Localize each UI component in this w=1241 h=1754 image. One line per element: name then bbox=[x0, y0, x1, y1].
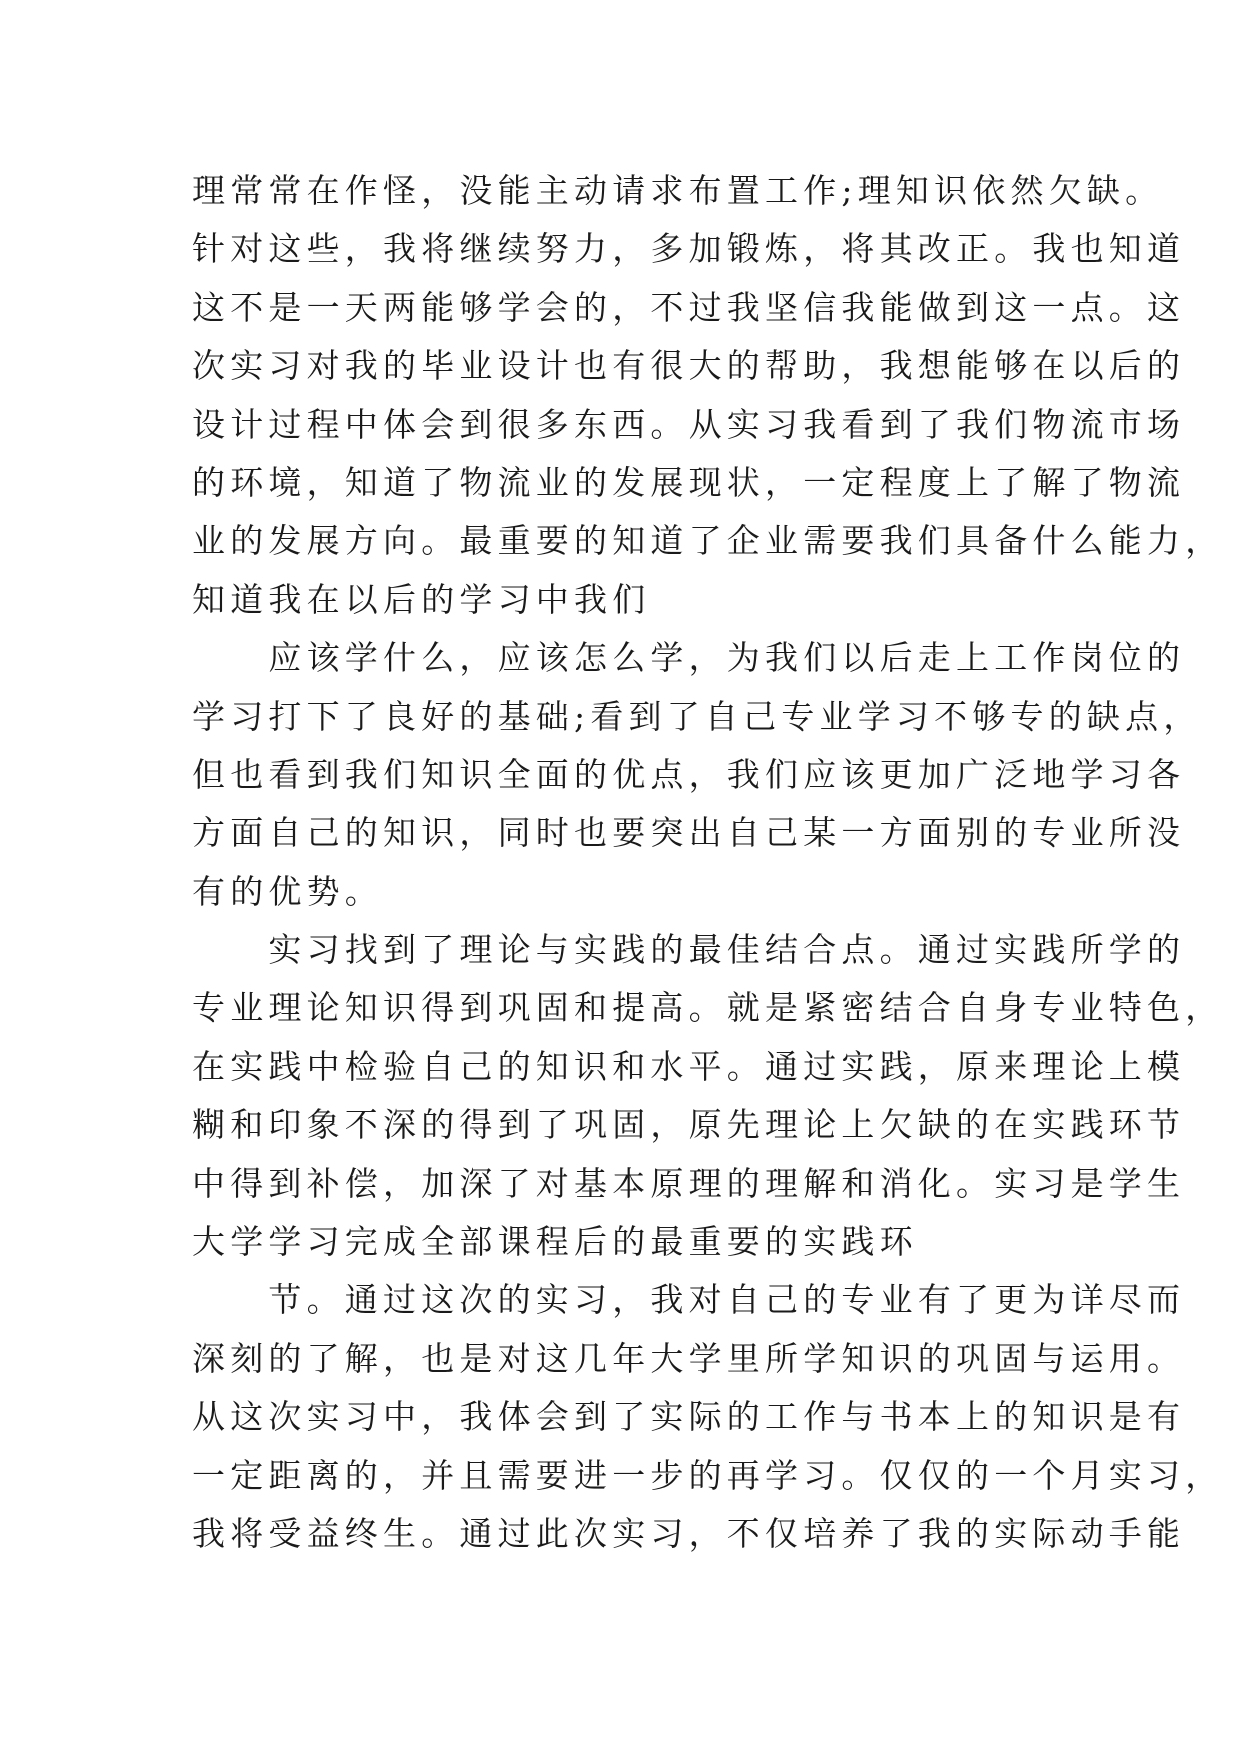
text-line: 从这次实习中，我体会到了实际的工作与书本上的知识是有 bbox=[192, 1397, 1186, 1437]
text-line: 应该学什么，应该怎么学，为我们以后走上工作岗位的 bbox=[192, 638, 1186, 678]
body-text bbox=[192, 162, 1224, 1563]
text-line: 的环境，知道了物流业的发展现状，一定程度上了解了物流 bbox=[192, 462, 1186, 502]
text-line: 一定距离的，并且需要进一步的再学习。仅仅的一个月实习， bbox=[192, 1455, 1224, 1495]
text-line: 专业理论知识得到巩固和提高。就是紧密结合自身专业特色， bbox=[192, 988, 1224, 1028]
text-line: 实习找到了理论与实践的最佳结合点。通过实践所学的 bbox=[192, 930, 1186, 970]
text-line: 有的优势。 bbox=[192, 871, 383, 911]
text-line: 理常常在作怪，没能主动请求布置工作;理知识依然欠缺。 bbox=[192, 171, 1164, 210]
text-line: 但也看到我们知识全面的优点，我们应该更加广泛地学习各 bbox=[192, 754, 1186, 794]
text-line: 设计过程中体会到很多东西。从实习我看到了我们物流市场 bbox=[192, 404, 1186, 444]
text-line: 针对这些，我将继续努力，多加锻炼，将其改正。我也知道 bbox=[192, 229, 1186, 269]
text-line: 方面自己的知识，同时也要突出自己某一方面别的专业所没 bbox=[192, 813, 1186, 853]
text-line: 深刻的了解，也是对这几年大学里所学知识的巩固与运用。 bbox=[192, 1338, 1186, 1378]
text-line: 业的发展方向。最重要的知道了企业需要我们具备什么能力， bbox=[192, 521, 1224, 561]
text-line: 节。通过这次的实习，我对自己的专业有了更为详尽而 bbox=[192, 1280, 1186, 1320]
text-line: 大学学习完成全部课程后的最重要的实践环 bbox=[192, 1222, 918, 1262]
text-line: 糊和印象不深的得到了巩固，原先理论上欠缺的在实践环节 bbox=[192, 1105, 1186, 1145]
text-line: 这不是一天两能够学会的，不过我坚信我能做到这一点。这 bbox=[192, 287, 1186, 327]
text-line: 知道我在以后的学习中我们 bbox=[192, 579, 651, 619]
text-line: 次实习对我的毕业设计也有很大的帮助，我想能够在以后的 bbox=[192, 346, 1186, 386]
text-line: 在实践中检验自己的知识和水平。通过实践，原来理论上模 bbox=[192, 1046, 1186, 1086]
text-line: 中得到补偿，加深了对基本原理的理解和消化。实习是学生 bbox=[192, 1163, 1186, 1203]
text-line: 学习打下了良好的基础;看到了自己专业学习不够专的缺点， bbox=[192, 696, 1202, 736]
text-line: 我将受益终生。通过此次实习，不仅培养了我的实际动手能 bbox=[192, 1513, 1186, 1553]
